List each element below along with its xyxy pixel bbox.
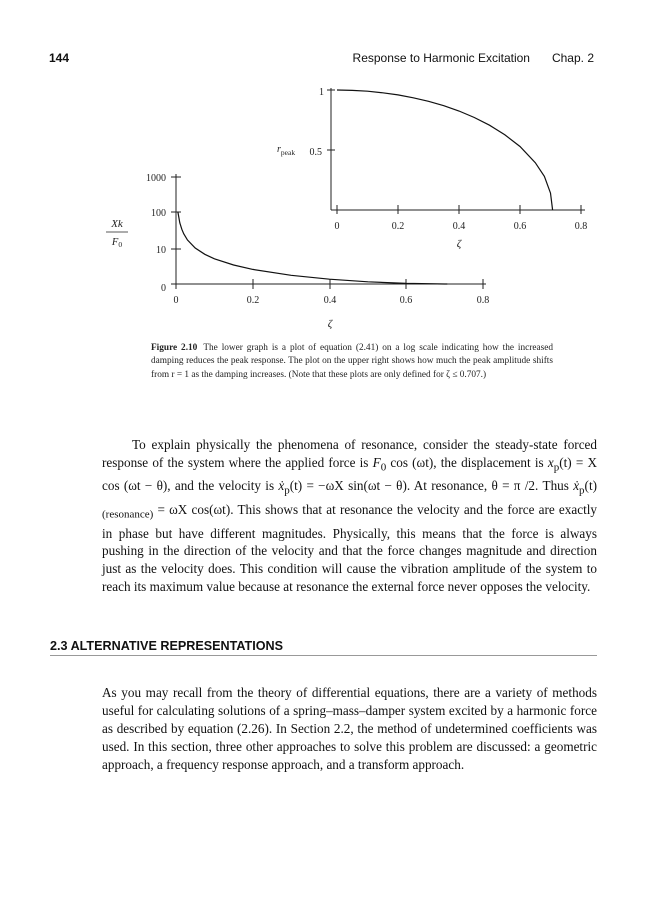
paragraph-alternatives [102,684,597,774]
p1-text-1: To explain physically the phenomena of resonance, consider the steady-state forced response of the system where the applied force is [102,437,597,470]
lower-xtick-label-0: 0 [173,295,179,306]
section-number: 2.3 [50,639,68,653]
lower-ytick-label-100: 100 [151,208,166,219]
p1-t: (t) [584,478,597,494]
lower-ytick-label-10: 10 [156,245,166,256]
upper-xtick-label-04: 0.4 [452,221,466,232]
p1-text-5: = ωX cos(ωt). This shows that at resonance the velocity and the force are exactly in phase but have different magnitudes. Physically, this means that the force is always pushing in the direction of the velocity and that the force changes magnitude and direction just as the velocity does. This condition will cause the vibration amplitude of the system to reach its maximum value because at resonance the external force never opposes the velocity. [102,502,597,595]
lower-response-curve [178,212,447,284]
p1-xp: x [547,454,554,470]
chapter-label: Chap. 2 [551,51,594,65]
p1-text-3: (t) = X cos (ωt − θ), and the velocity is [102,454,597,494]
lower-y-label-denominator: F0 [111,237,123,249]
p1-f0: F [372,454,381,470]
section-title: ALTERNATIVE REPRESENTATIONS [70,639,284,653]
p1-xdot: ẋ [278,478,285,494]
p1-xdot2: ẋ [573,478,580,494]
p1-text-4: (t) = −ωX sin(ωt − θ). At resonance, θ = π /2. Thus [289,478,574,494]
lower-xtick-label-08: 0.8 [476,295,490,306]
upper-x-ticks [335,205,588,232]
lower-ytick-label-0: 0 [161,283,166,294]
p1-text-2: cos (ωt), the displacement is [386,454,548,470]
running-title: Response to Harmonic Excitation [352,51,530,65]
upper-xtick-label-06: 0.6 [513,221,527,232]
lower-ytick-label-1000: 1000 [146,173,166,184]
lower-x-label: ζ [327,318,333,330]
paragraph-resonance [102,436,597,596]
figure-caption [151,342,553,382]
upper-y-label: $r_{peak}$ [277,144,296,157]
upper-plot [277,87,587,250]
lower-xtick-label-04: 0.4 [323,295,337,306]
page-number: 144 [49,51,70,65]
upper-xtick-label-08: 0.8 [574,221,588,232]
p1-resonance-sub: (resonance) [102,508,154,521]
p1-xdot-sub: p [284,485,290,498]
p2-text: As you may recall from the theory of differential equations, there are a variety of methods useful for calculating solutions of a spring–mass–damper system excited by a harmonic force as described by equation (2.26). In Section 2.2, the method of undetermined coefficients was used. In this section, three other approaches to solve this problem are discussed: a geometric approach, a frequency response approach, and a transform approach. [102,685,597,772]
lower-y-label-numerator: Xk [111,218,123,230]
p1-xdot2-sub: p [579,485,585,498]
figure-caption-text: The lower graph is a plot of equation (2.41) on a log scale indicating how the increased damping reduces the peak response. The plot on the upper right shows how much the peak amplitude shifts from r = 1 as the damping increases. (Note that these plots are only defined for ζ ≤ 0.707.) [151,343,554,380]
upper-ytick-label-05: 0.5 [309,147,322,158]
p1-xp-sub: p [553,461,560,474]
upper-ytick-label-1: 1 [319,87,324,98]
lower-plot [106,173,489,330]
section-heading [50,639,597,656]
figure-2-10 [0,0,647,340]
upper-xtick-label-0: 0 [334,221,340,232]
lower-x-ticks [174,279,490,306]
upper-x-label: ζ [456,238,462,250]
upper-xtick-label-02: 0.2 [391,221,405,232]
upper-rpeak-curve [337,90,553,210]
p1-f0-sub: 0 [380,461,387,474]
lower-xtick-label-06: 0.6 [399,295,413,306]
figure-label: Figure 2.10 [151,343,198,353]
lower-xtick-label-02: 0.2 [246,295,260,306]
